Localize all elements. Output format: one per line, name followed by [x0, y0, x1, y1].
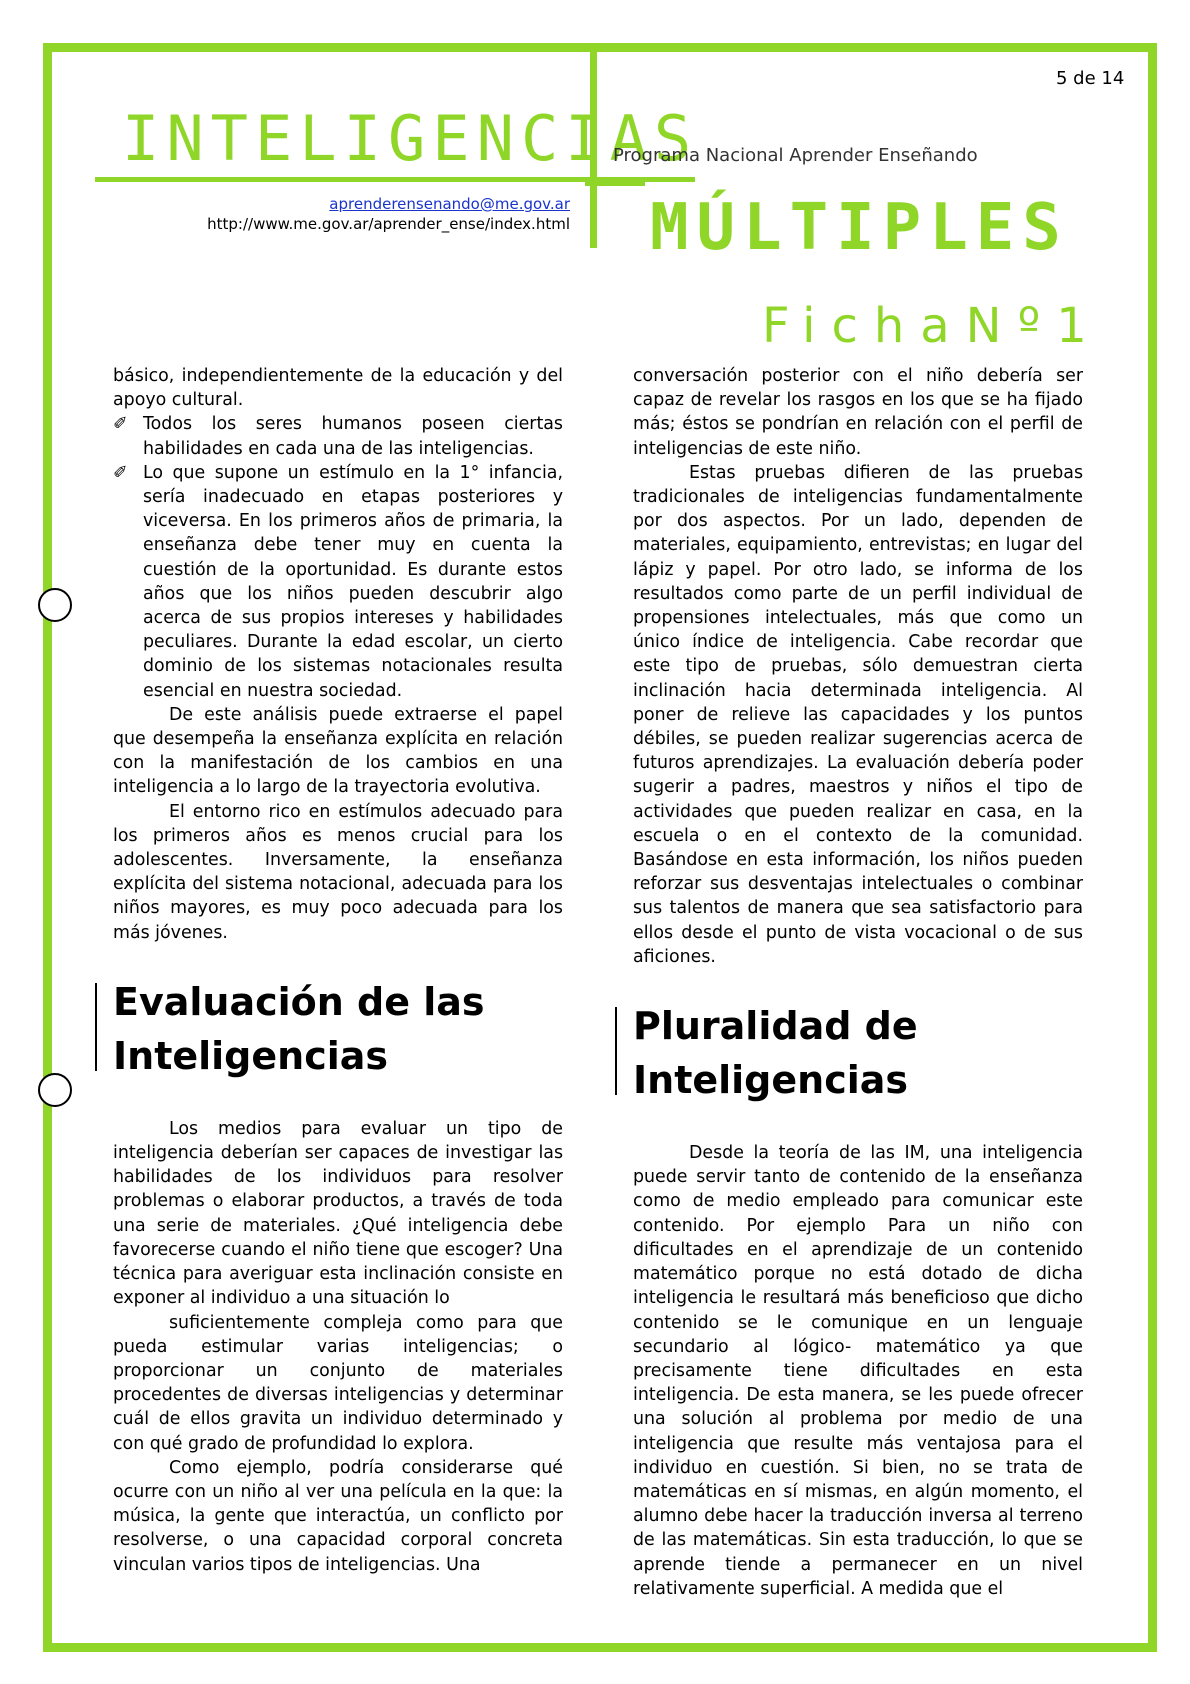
decorative-horizontal-line-short	[585, 182, 645, 186]
bullet-item: ✐ Todos los seres humanos poseen ciertas habilidades en cada una de las inteligencias.	[113, 414, 563, 459]
page-number: 5 de 14	[1056, 68, 1125, 89]
paragraph: Estas pruebas difieren de las pruebas tradicionales de inteligencias fundamentalmente por dos aspectos. Por un lado, dependen de materiales, equipamiento, entrevistas; en lugar del lápiz y papel. Por otro lado, se informa de los resultados como parte de un perfil individual de propensiones intelectuales, más que como un único índice de inteligencia. Cabe recordar que este tipo de pruebas, sólo demuestran cierta inclinación hacia determinada inteligencia. Al poner de relieve las capacidades y los puntos débiles, se pueden realizar sugerencias acerca de futuros aprendizajes. La evaluación debería poder sugerir a padres, maestros y niños el tipo de actividades que pueden realizar en casa, en la escuela o en el contexto de la comunidad. Basándose en esta información, los niños pueden reforzar sus desventajas intelectuales o combinar sus talentos de manera que sea satisfactorio para ellos desde el punto de vista vocacional o de sus aficiones.	[633, 462, 1083, 967]
pencil-icon: ✐	[113, 414, 128, 435]
paragraph: conversación posterior con el niño debería ser capaz de revelar los rasgos en los que se ha fijado más; éstos se pondrían en relación con el perfil de inteligencias de este niño.	[633, 366, 1083, 459]
program-name: Programa Nacional Aprender Enseñando	[613, 145, 978, 166]
binder-hole-icon	[38, 1073, 72, 1107]
right-column	[633, 364, 1083, 1601]
section-heading-wrap	[95, 975, 563, 1083]
title-multiples: MÚLTIPLES	[650, 191, 1069, 265]
pencil-icon: ✐	[113, 462, 128, 483]
heading-bar	[95, 983, 97, 1071]
section-heading: Pluralidad de Inteligencias	[633, 1004, 918, 1103]
section-heading-wrap	[615, 999, 1083, 1107]
title-inteligencias: INTELIGENCIAS	[122, 102, 699, 175]
paragraph: El entorno rico en estímulos adecuado para los primeros años es menos crucial para los adolescentes. Inversamente, la enseñanza explícita del sistema notacional, adecuada para los niños mayores, es muy poco adecuada para los más jóvenes.	[113, 801, 563, 943]
paragraph: Los medios para evaluar un tipo de inteligencia deberían ser capaces de investigar las habilidades de los individuos para resolver problemas o elaborar productos, a través de toda una serie de materiales. ¿Qué inteligencia debe favorecerse cuando el niño tiene que escoger? Una técnica para averiguar esta inclinación consiste en exponer al individuo a una situación lo	[113, 1118, 563, 1309]
bullet-item: ✐ Lo que supone un estímulo en la 1° infancia, sería inadecuado en etapas posteriores y viceversa. En los primeros años de primaria, la enseñanza debe tener muy en cuenta la cuestión de la oportunidad. Es durante estos años que los niños pueden descubrir algo acerca de sus propios intereses y habilidades peculiares. Durante la edad escolar, un cierto dominio de los sistemas notacionales resulta esencial en nuestra sociedad.	[113, 462, 563, 701]
paragraph: Como ejemplo, podría considerarse qué ocurre con un niño al ver una película en la que: la música, la gente que interactúa, un conflicto por resolverse, o una capacidad corporal concreta vinculan varios tipos de inteligencias. Una	[113, 1457, 563, 1575]
left-column	[113, 364, 563, 1577]
paragraph: suficientemente compleja como para que pueda estimular varias inteligencias; o proporcionar un conjunto de materiales procedentes de diversas inteligencias y determinar cuál de ellos gravita un individuo determinado y con qué grado de profundidad lo explora.	[113, 1312, 563, 1454]
ficha-number: FichaNº1	[762, 298, 1103, 354]
heading-bar	[615, 1007, 617, 1095]
paragraph: básico, independientemente de la educación y del apoyo cultural.	[113, 366, 563, 411]
paragraph: De este análisis puede extraerse el papel que desempeña la enseñanza explícita en relación con la manifestación de los cambios en una inteligencia a lo largo de la trayectoria evolutiva.	[113, 704, 563, 798]
website-url: http://www.me.gov.ar/aprender_ense/index.html	[207, 215, 570, 233]
email-link[interactable]: aprenderensenando@me.gov.ar	[329, 195, 570, 213]
binder-hole-icon	[38, 588, 72, 622]
paragraph: Desde la teoría de las IM, una inteligencia puede servir tanto de contenido de la enseñanza como de medio empleado para comunicar este contenido. Por ejemplo Para un niño con dificultades en el aprendizaje de un contenido matemático porque no está dotado de dicha inteligencia le resultará más beneficioso que dicho contenido se le comunique en un lenguaje secundario al lógico- matemático ya que precisamente tiene dificultades en esta inteligencia. De esta manera, se les puede ofrecer una solución al problema por medio de una inteligencia que resulte más ventajosa para el individuo en cuestión. Si bien, no se trata de matemáticas en sí mismas, en algún momento, el alumno debe hacer la traducción inversa al terreno de las matemáticas. Sin esta traducción, lo que se aprende tiende a permanecer en un nivel relativamente superficial. A medida que el	[633, 1143, 1083, 1599]
section-heading: Evaluación de las Inteligencias	[113, 979, 485, 1078]
